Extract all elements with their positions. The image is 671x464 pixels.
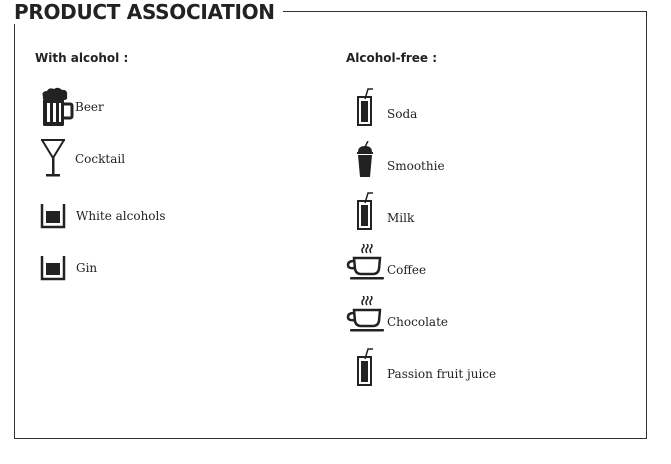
item-label: Beer bbox=[75, 100, 104, 114]
item-label: Passion fruit juice bbox=[387, 367, 497, 381]
alcohol-free-header: Alcohol-free : bbox=[346, 51, 438, 65]
product-association-panel bbox=[14, 11, 647, 439]
item-label: Coffee bbox=[387, 263, 427, 277]
item-label: Chocolate bbox=[387, 315, 448, 329]
with-alcohol-header: With alcohol : bbox=[35, 51, 129, 65]
item-label: Milk bbox=[387, 211, 415, 225]
item-label: Cocktail bbox=[75, 152, 126, 166]
item-label: Soda bbox=[387, 107, 418, 121]
section-title: PRODUCT ASSOCIATION bbox=[14, 0, 283, 24]
item-label: Gin bbox=[76, 261, 98, 275]
item-label: Smoothie bbox=[387, 159, 445, 173]
item-label: White alcohols bbox=[76, 209, 166, 223]
